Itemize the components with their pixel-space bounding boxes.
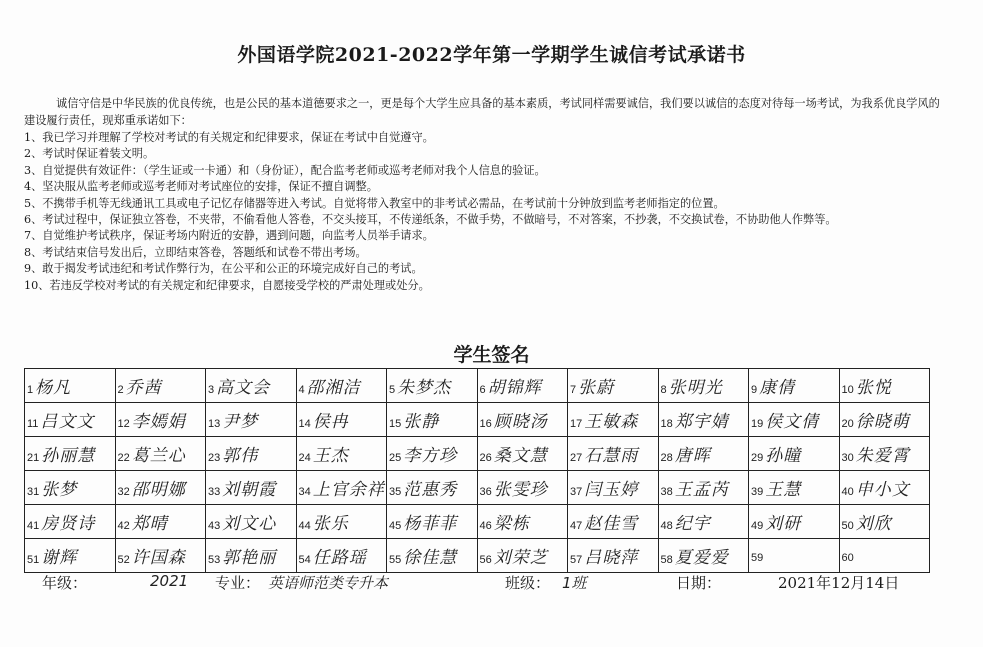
signature-row — [25, 403, 930, 437]
student-signature: 孙丽慧 — [41, 446, 96, 466]
signature-cell — [296, 403, 387, 437]
seat-number: 50 — [841, 520, 854, 532]
date-value: 2021年12月14日 — [778, 574, 900, 592]
signature-cell — [387, 437, 478, 471]
student-signature: 刘欣 — [855, 514, 892, 534]
student-signature: 康倩 — [759, 378, 796, 398]
seat-number: 33 — [208, 486, 221, 498]
student-signature: 刘研 — [765, 514, 802, 534]
student-signature: 夏爱爱 — [674, 548, 729, 568]
signature-cell — [839, 539, 930, 573]
student-signature: 徐佳慧 — [403, 548, 458, 568]
student-signature: 上官余祥 — [312, 480, 385, 500]
signature-cell — [387, 505, 478, 539]
signature-cell — [25, 437, 116, 471]
signature-cell — [749, 369, 840, 403]
seat-number: 40 — [841, 486, 854, 498]
date-label: 日期： — [676, 574, 722, 592]
student-signature: 张静 — [403, 412, 440, 432]
signature-cell — [658, 471, 749, 505]
student-signature: 孙瞳 — [765, 446, 802, 466]
seat-number: 59 — [751, 551, 764, 564]
seat-number: 42 — [117, 520, 130, 532]
signature-cell — [749, 403, 840, 437]
seat-number: 37 — [570, 486, 583, 498]
seat-number: 26 — [479, 452, 492, 464]
seat-number: 31 — [27, 486, 40, 498]
signature-cell — [658, 505, 749, 539]
student-signature: 刘朝霞 — [222, 480, 277, 500]
signature-cell — [477, 471, 568, 505]
signature-table — [24, 368, 930, 573]
signature-cell — [387, 471, 478, 505]
signature-cell — [115, 403, 206, 437]
student-signature: 徐晓萌 — [855, 412, 910, 432]
student-signature: 刘文心 — [222, 514, 277, 534]
seat-number: 52 — [117, 554, 130, 566]
seat-number: 17 — [570, 418, 583, 430]
signature-cell — [839, 437, 930, 471]
seat-number: 27 — [570, 452, 583, 464]
student-signature: 纪宇 — [674, 514, 711, 534]
class-value: 1班 — [562, 574, 587, 592]
seat-number: 36 — [479, 486, 492, 498]
student-signature: 桑文慧 — [493, 446, 548, 466]
seat-number: 5 — [389, 384, 396, 396]
student-signature: 郭伟 — [222, 446, 259, 466]
seat-number: 32 — [117, 486, 130, 498]
student-signature: 尹梦 — [222, 412, 259, 432]
seat-number: 13 — [208, 418, 221, 430]
student-signature: 乔茜 — [125, 378, 162, 398]
student-signature: 王慧 — [765, 480, 802, 500]
seat-number: 8 — [660, 384, 667, 396]
signature-row — [25, 539, 930, 573]
signature-cell — [749, 437, 840, 471]
signature-cell — [477, 437, 568, 471]
signature-cell — [387, 403, 478, 437]
signature-cell — [296, 437, 387, 471]
signature-cell — [25, 369, 116, 403]
seat-number: 57 — [570, 554, 583, 566]
signature-cell — [477, 505, 568, 539]
seat-number: 22 — [117, 452, 130, 464]
seat-number: 45 — [389, 520, 402, 532]
seat-number: 12 — [117, 418, 130, 430]
signature-cell — [387, 369, 478, 403]
seat-number: 21 — [27, 452, 40, 464]
signature-cell — [477, 403, 568, 437]
student-signature: 杨凡 — [35, 378, 72, 398]
signature-cell — [749, 471, 840, 505]
signature-cell — [296, 369, 387, 403]
student-signature: 梁栋 — [493, 514, 530, 534]
signature-cell — [206, 369, 297, 403]
signature-heading: 学生签名 — [453, 344, 530, 366]
seat-number: 51 — [27, 554, 40, 566]
seat-number: 3 — [208, 384, 215, 396]
seat-number: 18 — [660, 418, 673, 430]
rule-item: 5、不携带手机等无线通讯工具或电子记忆存储器等进入考试。自觉将带入教室中的非考试必需品，在考试前十分钟放到监考老师指定的位置。 — [24, 196, 725, 210]
student-signature: 任路瑶 — [312, 548, 367, 568]
seat-number: 35 — [389, 486, 402, 498]
seat-number: 58 — [660, 554, 673, 566]
rule-item: 8、考试结束信号发出后，立即结束答卷，答题纸和试卷不带出考场。 — [24, 245, 367, 259]
student-signature: 闫玉婷 — [584, 480, 639, 500]
signature-row — [25, 369, 930, 403]
seat-number: 28 — [660, 452, 673, 464]
student-signature: 胡锦辉 — [487, 378, 542, 398]
signature-cell — [568, 403, 659, 437]
grade-value: 2021 — [150, 572, 189, 590]
seat-number: 24 — [298, 452, 311, 464]
major-label: 专业： — [215, 574, 261, 592]
signature-cell — [568, 437, 659, 471]
seat-number: 39 — [751, 486, 764, 498]
rule-item: 9、敢于揭发考试违纪和考试作弊行为，在公平和公正的环境完成好自己的考试。 — [24, 262, 423, 276]
student-signature: 侯冉 — [312, 412, 349, 432]
student-signature: 郑晴 — [131, 514, 168, 534]
signature-cell — [658, 403, 749, 437]
document-title: 外国语学院2021-2022学年第一学期学生诚信考试承诺书 — [237, 44, 746, 66]
student-signature: 范惠秀 — [403, 480, 458, 500]
rule-item: 10、若违反学校对考试的有关规定和纪律要求，自愿接受学校的严肃处理或处分。 — [24, 278, 430, 292]
student-signature: 李方珍 — [403, 446, 458, 466]
signature-cell — [206, 471, 297, 505]
signature-row — [25, 505, 930, 539]
student-signature: 房贤诗 — [41, 514, 96, 534]
seat-number: 20 — [841, 418, 854, 430]
signature-cell — [296, 471, 387, 505]
signature-cell — [206, 505, 297, 539]
seat-number: 38 — [660, 486, 673, 498]
seat-number: 53 — [208, 554, 221, 566]
student-signature: 张梦 — [41, 480, 78, 500]
signature-cell — [115, 471, 206, 505]
signature-cell — [115, 539, 206, 573]
student-signature: 张悦 — [855, 378, 892, 398]
signature-cell — [839, 369, 930, 403]
rule-item: 1、我已学习并理解了学校对考试的有关规定和纪律要求，保证在考试中自觉遵守。 — [24, 131, 434, 144]
student-signature: 刘荣芝 — [493, 548, 548, 568]
signature-cell — [206, 437, 297, 471]
rule-item: 4、坚决服从监考老师或巡考老师对考试座位的安排，保证不擅自调整。 — [24, 180, 378, 194]
seat-number: 55 — [389, 554, 402, 566]
student-signature: 顾晓汤 — [493, 412, 548, 432]
rules-list — [24, 130, 944, 294]
student-signature: 朱爱霄 — [855, 446, 910, 466]
student-signature: 朱梦杰 — [397, 378, 452, 398]
signature-cell — [568, 471, 659, 505]
seat-number: 23 — [208, 452, 221, 464]
signature-cell — [296, 539, 387, 573]
seat-number: 48 — [660, 520, 673, 532]
student-signature: 唐晖 — [674, 446, 711, 466]
signature-row — [25, 437, 930, 471]
signature-cell — [25, 471, 116, 505]
signature-row — [25, 471, 930, 505]
student-signature: 张雯珍 — [493, 480, 548, 500]
signature-cell — [839, 403, 930, 437]
seat-number: 49 — [751, 520, 764, 532]
student-signature: 王敏森 — [584, 412, 639, 432]
student-signature: 石慧雨 — [584, 446, 639, 466]
student-signature: 高文会 — [216, 378, 271, 398]
seat-number: 60 — [841, 551, 854, 564]
seat-number: 43 — [208, 520, 221, 532]
seat-number: 34 — [298, 486, 311, 498]
student-signature: 王孟芮 — [674, 480, 729, 500]
seat-number: 30 — [841, 452, 854, 464]
signature-cell — [658, 437, 749, 471]
signature-cell — [477, 369, 568, 403]
signature-cell — [658, 539, 749, 573]
seat-number: 46 — [479, 520, 492, 532]
rule-item: 3、自觉提供有效证件：（学生证或一卡通）和（身份证），配合监考老师或巡考老师对我个人信息的验证。 — [24, 163, 546, 177]
student-signature: 赵佳雪 — [584, 514, 639, 534]
signature-cell — [25, 539, 116, 573]
student-signature: 杨菲菲 — [403, 514, 458, 534]
seat-number: 54 — [298, 554, 311, 566]
seat-number: 2 — [117, 384, 124, 396]
student-signature: 张明光 — [668, 378, 723, 398]
student-signature: 张乐 — [312, 514, 349, 534]
seat-number: 41 — [27, 520, 40, 532]
signature-cell — [749, 505, 840, 539]
signature-cell — [115, 437, 206, 471]
student-signature: 葛兰心 — [131, 446, 186, 466]
rule-item: 2、考试时保证着装文明。 — [24, 147, 155, 161]
grade-label: 年级： — [42, 574, 88, 592]
seat-number: 56 — [479, 554, 492, 566]
seat-number: 10 — [841, 384, 854, 396]
signature-cell — [115, 369, 206, 403]
seat-number: 15 — [389, 418, 402, 430]
class-label: 班级： — [505, 574, 551, 592]
signature-cell — [206, 403, 297, 437]
student-signature: 邵湘洁 — [306, 378, 361, 398]
major-value: 英语师范类专升本 — [268, 574, 389, 592]
signature-cell — [658, 369, 749, 403]
signature-cell — [749, 539, 840, 573]
signature-cell — [568, 369, 659, 403]
student-signature: 吕晓萍 — [584, 548, 639, 568]
seat-number: 25 — [389, 452, 402, 464]
student-signature: 郭艳丽 — [222, 548, 277, 568]
signature-cell — [387, 539, 478, 573]
signature-cell — [206, 539, 297, 573]
signature-cell — [25, 505, 116, 539]
signature-cell — [115, 505, 206, 539]
student-signature: 吕文文 — [40, 412, 95, 432]
student-signature: 郑宇婧 — [674, 412, 729, 432]
student-signature: 谢辉 — [41, 548, 78, 568]
rule-item: 7、自觉维护考试秩序，保证考场内附近的安静，遇到问题，向监考人员举手请求。 — [24, 229, 434, 243]
signature-cell — [477, 539, 568, 573]
seat-number: 29 — [751, 452, 764, 464]
student-signature: 侯文倩 — [765, 412, 820, 432]
seat-number: 47 — [570, 520, 583, 532]
signature-cell — [839, 471, 930, 505]
seat-number: 16 — [479, 418, 492, 430]
preamble-text: 诚信守信是中华民族的优良传统，也是公民的基本道德要求之一，更是每个大学生应具备的基本素质，考试同样需要诚信，我们要以诚信的态度对待每一场考试，为我系优良学风的建设履行责任，现郑重承诺如下： — [24, 97, 940, 127]
seat-number: 7 — [570, 384, 577, 396]
seat-number: 6 — [479, 384, 486, 396]
signature-cell — [25, 403, 116, 437]
seat-number: 1 — [27, 384, 34, 396]
seat-number: 9 — [751, 384, 758, 396]
student-signature: 王杰 — [312, 446, 349, 466]
student-signature: 申小文 — [855, 480, 910, 500]
seat-number: 11 — [27, 418, 39, 430]
footer — [0, 572, 983, 596]
signature-cell — [296, 505, 387, 539]
rule-item: 6、考试过程中，保证独立答卷，不夹带，不偷看他人答卷，不交头接耳，不传递纸条，不做手势，不做暗号，不对答案，不抄袭，不交换试卷，不协助他人作弊等。 — [24, 213, 837, 227]
student-signature: 张蔚 — [578, 378, 615, 398]
signature-cell — [568, 505, 659, 539]
student-signature: 许国森 — [131, 548, 186, 568]
signature-cell — [839, 505, 930, 539]
signature-cell — [568, 539, 659, 573]
seat-number: 44 — [298, 520, 311, 532]
student-signature: 李嫣娟 — [131, 412, 186, 432]
seat-number: 14 — [298, 418, 311, 430]
student-signature: 邵明娜 — [131, 480, 186, 500]
seat-number: 4 — [298, 384, 305, 396]
seat-number: 19 — [751, 418, 764, 430]
